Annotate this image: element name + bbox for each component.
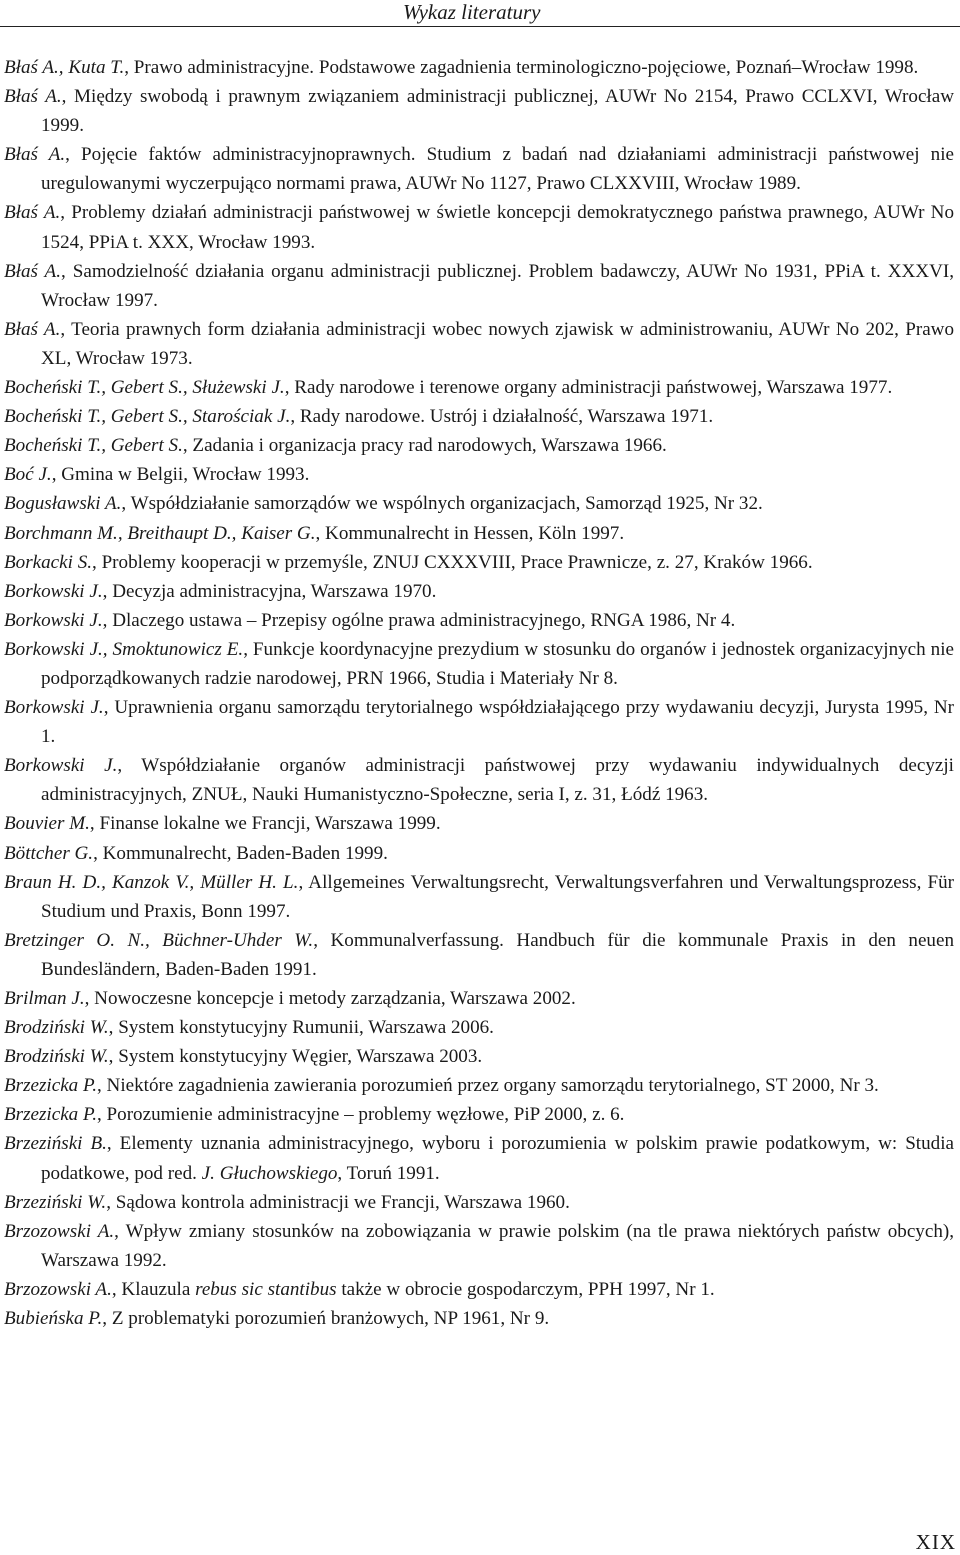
entry-text: , Prawo administracyjne. Podstawowe zagadnienia terminologiczno-pojęciowe, Poznań–Wrocław 1998.: [124, 57, 919, 78]
entry-author: Borkowski J.: [4, 580, 103, 602]
bibliography-entry: [4, 1217, 954, 1275]
entry-author: Bocheński T., Gebert S., Starościak J.: [4, 406, 291, 428]
entry-text: , Finanse lokalne we Francji, Warszawa 1999.: [89, 813, 441, 835]
entry-text: , Nowoczesne koncepcje i metody zarządzania, Warszawa 2002.: [84, 988, 576, 1009]
bibliography-entry: [4, 1129, 954, 1187]
entry-text: , Uprawnienia organu samorządu terytorialnego współdziałającego przy wydawaniu decyzji, Jurysta 1995, Nr 1.: [41, 697, 955, 748]
entry-author: Bubieńska P.: [4, 1308, 103, 1330]
bibliography-entry: [4, 373, 954, 402]
bibliography-entry: [4, 315, 954, 373]
entry-author: Brzezicka P.: [4, 1075, 97, 1097]
bibliography-entry: [4, 1042, 954, 1071]
entry-text: , Dlaczego ustawa – Przepisy ogólne prawa administracyjnego, RNGA 1986, Nr 4.: [102, 609, 736, 631]
entry-text: , Samodzielność działania organu administracji publicznej. Problem badawczy, AUWr No 1931, PPiA t. XXXVI, Wrocław 1997.: [41, 260, 954, 311]
entry-text: , Problemy kooperacji w przemyśle, ZNUJ CXXXVIII, Prace Prawnicze, z. 27, Kraków 1966.: [92, 551, 813, 573]
bibliography-entry: [4, 577, 954, 606]
entry-text: , Sądowa kontrola administracji we Francji, Warszawa 1960.: [106, 1191, 570, 1213]
entry-author: Borchmann M., Breithaupt D., Kaiser G.: [4, 522, 316, 544]
bibliography-entry: [4, 839, 954, 868]
entry-text: , Funkcje koordynacyjne prezydium w stosunku do organów i jednostek organizacyjnych nie podporządkowanych radzie narodowej, PRN 1966, Studia i Materiały Nr 8.: [41, 638, 954, 689]
bibliography-entry: [4, 140, 954, 198]
entry-text: , Porozumienie administracyjne – problemy węzłowe, PiP 2000, z. 6.: [96, 1104, 625, 1126]
entry-author: Brodziński W.: [4, 1017, 109, 1039]
entry-text: , Zadania i organizacja pracy rad narodowych, Warszawa 1966.: [182, 435, 667, 457]
bibliography-entry: [4, 460, 954, 489]
entry-text: , Niektóre zagadnienia zawierania porozumień przez organy samorządu terytorialnego, ST 2000, Nr 3.: [96, 1075, 879, 1097]
running-header: [0, 0, 960, 27]
entry-text: , Gmina w Belgii, Wrocław 1993.: [51, 464, 310, 486]
bibliography-entry: [4, 53, 954, 82]
bibliography-entry: [4, 1188, 954, 1217]
entry-author: Borkowski J., Smoktunowicz E.: [4, 638, 244, 660]
entry-text: , Między swobodą i prawnym związaniem administracji publicznej, AUWr No 2154, Prawo CCLXVI, Wrocław 1999.: [41, 86, 955, 137]
entry-text: , Klauzula: [111, 1278, 196, 1300]
entry-author: Brzezicka P.: [4, 1104, 97, 1126]
header-title: Wykaz literatury: [403, 0, 541, 24]
bibliography-entry: [4, 635, 954, 693]
entry-author: Bocheński T., Gebert S., Służewski J.: [4, 377, 285, 399]
entry-text: , Kommunalverfassung. Handbuch für die kommunale Praxis in den neuen Bundesländern, Baden-Baden 1991.: [41, 929, 954, 980]
bibliography-entry: [4, 926, 954, 984]
bibliography-entry: [4, 868, 954, 926]
bibliography-entry: [4, 257, 954, 315]
entry-author: Błaś A.: [4, 260, 61, 282]
entry-text: , Rady narodowe. Ustrój i działalność, Warszawa 1971.: [290, 406, 714, 428]
bibliography-entry: [4, 198, 954, 256]
bibliography-entry: [4, 1275, 954, 1304]
bibliography-entry: [4, 548, 954, 577]
entry-author: Borkowski J.: [4, 755, 118, 777]
bibliography-entry: [4, 519, 954, 548]
page-number: XIX: [915, 1530, 956, 1554]
entry-text: , Problemy działań administracji państwowej w świetle koncepcji demokratycznego państwa prawnego, AUWr No 1524, PPiA t. XXX, Wrocław 1993.: [41, 202, 955, 253]
entry-author: Brzozowski A.: [4, 1278, 112, 1300]
entry-author: Błaś A.: [4, 202, 61, 224]
entry-text: , System konstytucyjny Węgier, Warszawa 2003.: [108, 1046, 483, 1068]
bibliography-entry: [4, 1304, 954, 1333]
bibliography-entry: [4, 1071, 954, 1100]
bibliography-entry: [4, 984, 954, 1013]
entry-author: Brodziński W.: [4, 1046, 109, 1068]
bibliography-entry: [4, 1013, 954, 1042]
entry-text: , Pojęcie faktów administracyjnoprawnych. Studium z badań nad działaniami administracji państwowej nie uregulowanymi wyczerpująco normami prawa, AUWr No 1127, Prawo CLXXVIII, Wrocław 1989.: [41, 144, 955, 195]
bibliography-entry: [4, 606, 954, 635]
entry-text: , Allgemeines Verwaltungsrecht, Verwaltungsverfahren und Verwaltungsprozess, Für Studium und Praxis, Bonn 1997.: [41, 871, 955, 922]
entry-author: Błaś A., Kuta T.: [4, 57, 125, 78]
entry-text: , Współdziałanie organów administracji państwowej przy wydawaniu indywidualnych decyzji administracyjnych, ZNUŁ, Nauki Humanistyczno-Społeczne, seria I, z. 31, Łódź 1963.: [41, 755, 954, 806]
entry-text: , Kommunalrecht, Baden-Baden 1999.: [93, 842, 388, 864]
entry-author: Brilman J.: [4, 988, 85, 1009]
entry-text: , Rady narodowe i terenowe organy administracji państwowej, Warszawa 1977.: [284, 377, 893, 399]
entry-author: Bogusławski A.: [4, 493, 122, 515]
entry-text: , Z problematyki porozumień branżowych, NP 1961, Nr 9.: [102, 1308, 550, 1330]
entry-author: Brzeziński W.: [4, 1191, 107, 1213]
entry-text: , Elementy uznania administracyjnego, wyboru i porozumienia w polskim prawie podatkowym, w: Studia podatkowe, pod red.: [41, 1133, 954, 1184]
entry-italic-fragment: rebus sic stantibus: [195, 1278, 337, 1300]
bibliography-entry: [4, 751, 954, 809]
entry-text: , System konstytucyjny Rumunii, Warszawa 2006.: [108, 1017, 494, 1039]
bibliography-list: [4, 53, 954, 1333]
bibliography-entry: [4, 809, 954, 838]
entry-text-tail: także w obrocie gospodarczym, PPH 1997, Nr 1.: [336, 1278, 715, 1300]
entry-author: Borkowski J.: [4, 609, 103, 631]
entry-text: , Wpływ zmiany stosunków na zobowiązania w prawie polskim (na tle prawa niektórych państw obcych), Warszawa 1992.: [41, 1220, 954, 1271]
bibliography-entry: [4, 431, 954, 460]
bibliography-entry: [4, 82, 954, 140]
bibliography-entry: [4, 693, 954, 751]
entry-author: Błaś A.: [4, 86, 62, 108]
entry-author: Boć J.: [4, 464, 52, 486]
entry-author: Borkacki S.: [4, 551, 93, 573]
entry-italic-fragment: J. Głuchowskiego: [201, 1162, 338, 1184]
entry-text: , Teoria prawnych form działania administracji wobec nowych zjawisk w administrowaniu, AUWr No 202, Prawo XL, Wrocław 1973.: [41, 318, 955, 369]
entry-text-tail: , Toruń 1991.: [337, 1162, 440, 1184]
entry-author: Błaś A.: [4, 318, 61, 340]
entry-text: , Kommunalrecht in Hessen, Köln 1997.: [315, 522, 625, 544]
entry-author: Braun H. D., Kanzok V., Müller H. L.: [4, 871, 299, 893]
entry-author: Błaś A.: [4, 144, 66, 166]
entry-author: Bocheński T., Gebert S.: [4, 435, 183, 457]
entry-author: Brzeziński B.: [4, 1133, 107, 1155]
entry-author: Bretzinger O. N., Büchner-Uhder W.: [4, 929, 314, 951]
entry-text: , Decyzja administracyjna, Warszawa 1970.: [102, 580, 437, 602]
entry-author: Bouvier M.: [4, 813, 90, 835]
bibliography-entry: [4, 1100, 954, 1129]
entry-author: Brzozowski A.: [4, 1220, 115, 1242]
bibliography-entry: [4, 489, 954, 518]
entry-text: , Współdziałanie samorządów we wspólnych organizacjach, Samorząd 1925, Nr 32.: [121, 493, 763, 515]
entry-author: Böttcher G.: [4, 842, 94, 864]
bibliography-entry: [4, 402, 954, 431]
entry-author: Borkowski J.: [4, 697, 104, 719]
